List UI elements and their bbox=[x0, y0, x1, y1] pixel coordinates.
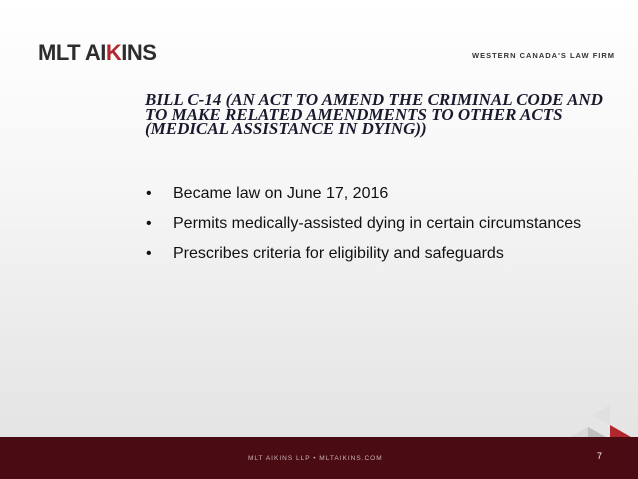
logo-suffix: INS bbox=[121, 40, 157, 65]
bullet-text: Became law on June 17, 2016 bbox=[173, 185, 389, 202]
bullet-list bbox=[146, 184, 606, 274]
title-bill-number: BILL C-14 bbox=[145, 90, 222, 109]
footer-bar bbox=[0, 437, 638, 479]
logo-prefix: MLT AI bbox=[38, 40, 106, 65]
list-item bbox=[146, 214, 606, 233]
bullet-text: Permits medically-assisted dying in certain circumstances bbox=[173, 215, 582, 232]
slide-title bbox=[145, 90, 605, 138]
bullet-icon: • bbox=[146, 215, 152, 232]
bullet-icon: • bbox=[146, 245, 152, 262]
page-number: 7 bbox=[597, 451, 603, 461]
bullet-icon: • bbox=[146, 185, 152, 202]
logo bbox=[38, 40, 156, 66]
logo-accent: K bbox=[105, 40, 122, 65]
footer-text: MLT AIKINS LLP • MLTAIKINS.COM bbox=[248, 455, 383, 462]
list-item bbox=[146, 244, 606, 263]
list-item bbox=[146, 184, 606, 203]
bullet-text: Prescribes criteria for eligibility and safeguards bbox=[173, 245, 504, 262]
title-description: (AN ACT TO AMEND THE CRIMINAL CODE AND TO MAKE RELATED AMENDMENTS TO OTHER ACTS (MEDICAL ASSISTANCE IN DYING)) bbox=[145, 90, 603, 138]
tagline: WESTERN CANADA'S LAW FIRM bbox=[472, 51, 616, 60]
